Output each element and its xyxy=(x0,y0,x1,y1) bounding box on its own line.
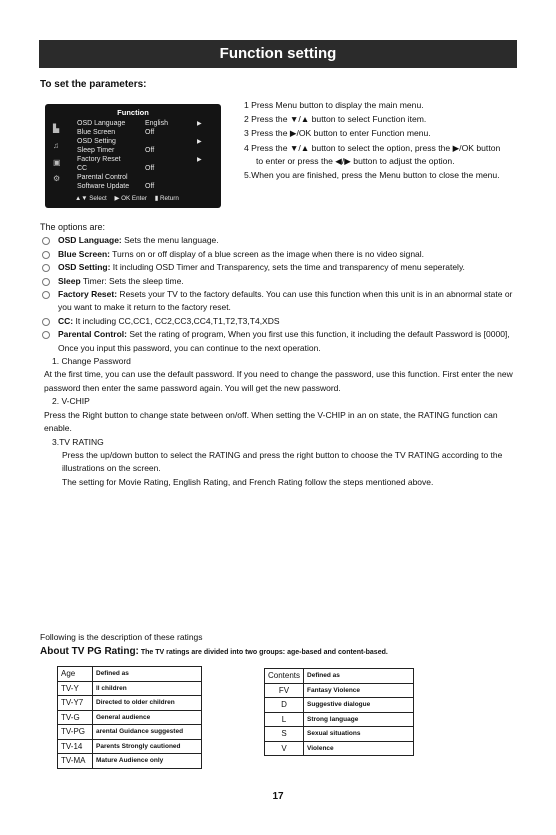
osd-row-value: Off xyxy=(145,147,155,154)
table-row xyxy=(265,683,414,698)
osd-row-arrow: ▶ xyxy=(197,121,202,127)
table-header-row xyxy=(58,667,202,682)
option-item xyxy=(40,234,516,247)
option-name: OSD Language: xyxy=(58,235,122,246)
about-label: About TV PG Rating: xyxy=(40,646,139,657)
option-name: Sleep xyxy=(58,275,81,286)
osd-row-label: Software Update xyxy=(77,183,130,190)
step-item: 4 Press the ▼/▲ button to select the option, press the ▶/OK button to enter or press the ◀/▶ button to adjust the option. xyxy=(244,142,501,166)
option-item xyxy=(40,315,516,328)
table-cell: TV-Y7 xyxy=(58,696,93,711)
osd-row-value: Off xyxy=(145,183,155,190)
table-row xyxy=(58,681,202,696)
osd-menu-row xyxy=(77,165,217,173)
table-row xyxy=(58,696,202,711)
content-rating-table xyxy=(264,668,414,756)
table-cell: Contents xyxy=(265,669,304,684)
osd-row-value: Off xyxy=(145,165,155,172)
table-header-row xyxy=(265,669,414,684)
table-cell: TV-Y xyxy=(58,681,93,696)
select-hint: ▲▼ Select xyxy=(75,195,107,202)
option-item xyxy=(40,248,516,261)
osd-title: Function xyxy=(117,108,149,117)
step-item: 2 Press the ▼/▲ button to select Function item. xyxy=(244,114,427,125)
table-cell: D xyxy=(265,698,304,713)
return-hint: ▮ Return xyxy=(154,195,179,202)
table-cell: Age xyxy=(58,667,93,682)
table-cell: General audience xyxy=(93,710,202,725)
tv-icon: ▣ xyxy=(53,158,61,167)
table-cell: Suggestive dialogue xyxy=(304,698,414,713)
about-rating xyxy=(40,646,388,657)
tv-rating-text-2: The setting for Movie Rating, English Rating, and French Rating follow the steps mentioned above. xyxy=(62,476,434,487)
osd-row-label: Factory Reset xyxy=(77,156,121,163)
table-cell: V xyxy=(265,741,304,756)
osd-row-value: Off xyxy=(145,129,155,136)
table-cell: ll children xyxy=(93,681,202,696)
table-row xyxy=(58,710,202,725)
table-cell: Violence xyxy=(304,741,414,756)
osd-menu-illustration xyxy=(45,104,221,208)
table-row xyxy=(265,727,414,742)
table-cell: Mature Audience only xyxy=(93,754,202,769)
osd-menu-row xyxy=(77,183,217,191)
picture-icon: ▙ xyxy=(53,124,60,133)
table-cell: TV-14 xyxy=(58,739,93,754)
osd-menu-row xyxy=(77,156,217,164)
osd-menu-row xyxy=(77,147,217,155)
change-password-title: 1. Change Password xyxy=(52,356,131,367)
option-name: Blue Screen: xyxy=(58,248,110,259)
option-text: It including CC,CC1, CC2,CC3,CC4,T1,T2,T3,T4,XDS xyxy=(73,315,280,326)
osd-row-label: OSD Language xyxy=(77,120,126,127)
option-item xyxy=(40,288,516,315)
osd-menu-row xyxy=(77,174,217,182)
table-row xyxy=(58,739,202,754)
osd-menu-row xyxy=(77,138,217,146)
table-row xyxy=(58,725,202,740)
osd-row-label: Parental Control xyxy=(77,174,128,181)
step-item: 1 Press Menu button to display the main menu. xyxy=(244,100,424,110)
osd-menu-row xyxy=(77,129,217,137)
option-text: Turns on or off display of a blue screen as the image when there is no video signal. xyxy=(109,248,425,259)
vchip-text: Press the Right button to change state between on/off. When setting the V-CHIP in an on state, the RATING function can enable. xyxy=(44,409,498,434)
table-row xyxy=(265,698,414,713)
enter-hint: ▶ OK Enter xyxy=(114,195,147,202)
table-cell: Defined as xyxy=(304,669,414,684)
step-item: 3 Press the ▶/OK button to enter Function menu. xyxy=(244,128,431,139)
sound-icon: ♫ xyxy=(53,141,59,150)
tv-rating-title: 3.TV RATING xyxy=(52,436,104,447)
option-text: Resets your TV to the factory defaults. You can use this function when this unit is in an abnormal state or you want to make it return to the factory reset. xyxy=(58,289,513,313)
table-cell: arental Guidance suggested xyxy=(93,725,202,740)
section-banner: Function setting xyxy=(39,40,517,68)
function-gear-icon: ⚙ xyxy=(53,174,61,183)
params-heading: To set the parameters: xyxy=(40,79,147,90)
option-name: Factory Reset: xyxy=(58,289,118,300)
osd-footer xyxy=(75,195,221,202)
option-item xyxy=(40,261,516,274)
osd-row-value: English xyxy=(145,120,168,127)
option-item xyxy=(40,275,516,288)
option-name: OSD Setting: xyxy=(58,262,111,273)
osd-row-label: Blue Screen xyxy=(77,129,116,136)
option-item xyxy=(40,328,516,355)
page-number: 17 xyxy=(272,791,284,802)
table-row xyxy=(58,754,202,769)
table-cell: Sexual situations xyxy=(304,727,414,742)
table-cell: S xyxy=(265,727,304,742)
table-row xyxy=(265,741,414,756)
option-name: Parental Control: xyxy=(58,329,127,340)
age-rating-table xyxy=(57,666,202,769)
step-item: 5.When you are finished, press the Menu button to close the menu. xyxy=(244,170,500,181)
table-row xyxy=(265,712,414,727)
table-cell: Defined as xyxy=(93,667,202,682)
change-password-text: At the first time, you can use the default password. If you need to change the password, use this function. First enter the new password then enter the same password again. You will get the new password. xyxy=(44,369,513,393)
ratings-intro: Following is the description of these ratings xyxy=(40,632,203,642)
option-text: Timer: Sets the sleep time. xyxy=(80,275,184,286)
vchip-title: 2. V-CHIP xyxy=(52,396,90,407)
about-text: The TV ratings are divided into two groups: age-based and content-based. xyxy=(138,649,388,656)
table-cell: TV-PG xyxy=(58,725,93,740)
option-text: Set the rating of program, When you first use this function, it including the default Password is [0000], Once you input this password, you can continue to the next operation. xyxy=(58,329,510,353)
options-heading: The options are: xyxy=(40,222,106,232)
osd-row-label: Sleep Timer xyxy=(77,147,115,154)
table-cell: FV xyxy=(265,683,304,698)
osd-row-label: OSD Setting xyxy=(77,138,116,145)
osd-row-label: CC xyxy=(77,165,88,172)
table-cell: TV-G xyxy=(58,710,93,725)
table-cell: L xyxy=(265,712,304,727)
options-section xyxy=(40,221,516,489)
table-cell: Fantasy Violence xyxy=(304,683,414,698)
tv-rating-text: Press the up/down button to select the RATING and press the right button to choose the TV RATING according to the illustrations on the screen. xyxy=(62,449,503,474)
table-cell: TV-MA xyxy=(58,754,93,769)
table-cell: Strong language xyxy=(304,712,414,727)
option-text: Sets the menu language. xyxy=(121,235,219,246)
steps-list xyxy=(244,99,506,183)
osd-menu-row xyxy=(77,120,217,128)
table-cell: Directed to older children xyxy=(93,696,202,711)
osd-row-arrow: ▶ xyxy=(197,157,202,163)
table-cell: Parents Strongly cautioned xyxy=(93,739,202,754)
osd-row-arrow: ▶ xyxy=(197,139,202,145)
option-name: CC: xyxy=(58,315,74,326)
option-text: It including OSD Timer and Transparency, sets the time and transparency of menu seperately. xyxy=(110,262,465,273)
